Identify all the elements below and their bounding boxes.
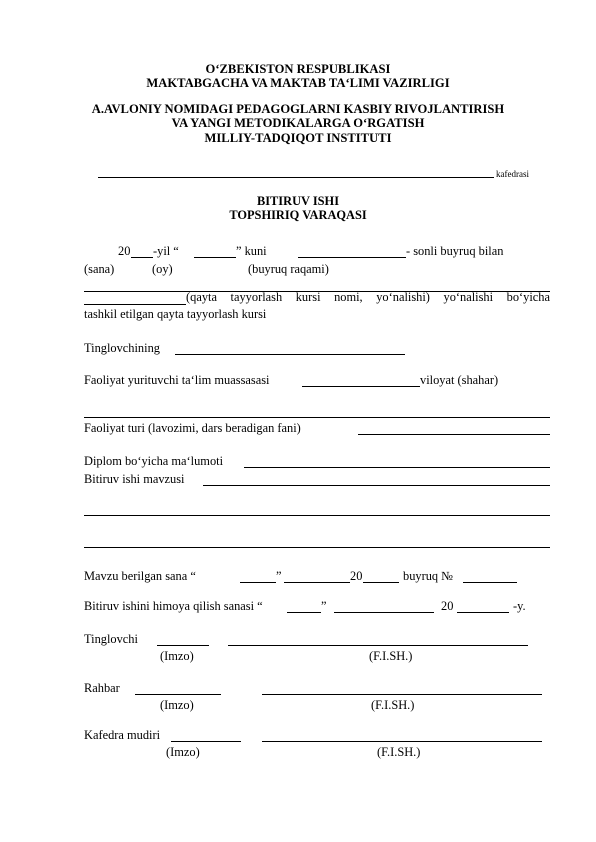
course-description: (qayta tayyorlash kursi nomi, yo‘nalishi) yo‘nalishi bo‘yicha — [186, 290, 550, 304]
sig-supervisor-name-blank[interactable] — [262, 694, 542, 695]
sig-supervisor-fish-caption: (F.I.SH.) — [371, 698, 415, 712]
topic-year-prefix: 20 — [350, 569, 363, 583]
sig-head-name-blank[interactable] — [262, 741, 542, 742]
ministry-country: O‘ZBEKISTON RESPUBLIKASI — [205, 62, 391, 76]
sig-head-imzo-caption: (Imzo) — [166, 745, 200, 759]
institution-label: Faoliyat yurituvchi ta‘lim muassasasi — [84, 373, 270, 387]
topic-date-quote: ” — [276, 569, 282, 583]
kuni-label: ” kuni — [236, 244, 267, 258]
kafedra-blank[interactable] — [98, 177, 494, 178]
topic-year-blank[interactable] — [363, 582, 399, 583]
course-description-end: tashkil etilgan qayta tayyorlash kursi — [84, 307, 267, 321]
defense-date-label: Bitiruv ishini himoya qilish sanasi “ — [84, 599, 263, 613]
defense-date-quote: ” — [321, 599, 327, 613]
topic-order-label: buyruq № — [403, 569, 454, 583]
doc-subtitle: TOPSHIRIQ VARAQASI — [229, 208, 367, 222]
diploma-label: Diplom bo‘yicha ma‘lumoti — [84, 454, 224, 468]
sig-head-fish-caption: (F.I.SH.) — [377, 745, 421, 759]
institute-name-line1: A.AVLONIY NOMIDAGI PEDAGOGLARNI KASBIY RIVOJLANTIRISH — [91, 102, 505, 116]
sig-listener-name-blank[interactable] — [228, 645, 528, 646]
sig-listener-signature-blank[interactable] — [157, 645, 209, 646]
region-label: viloyat (shahar) — [420, 373, 499, 387]
course-blank-2[interactable] — [84, 304, 186, 305]
topic-label: Bitiruv ishi mavzusi — [84, 472, 185, 486]
sig-supervisor-imzo-caption: (Imzo) — [160, 698, 194, 712]
month-blank[interactable] — [194, 257, 236, 258]
sig-supervisor-signature-blank[interactable] — [135, 694, 221, 695]
defense-day-blank[interactable] — [287, 612, 321, 613]
sig-listener-fish-caption: (F.I.SH.) — [369, 649, 413, 663]
defense-month-blank[interactable] — [334, 612, 434, 613]
kafedra-label: kafedrasi — [496, 169, 529, 179]
topic-day-blank[interactable] — [240, 582, 276, 583]
activity-blank[interactable] — [358, 434, 550, 435]
caption-raqam: (buyruq raqami) — [248, 262, 329, 276]
institution-blank-2[interactable] — [84, 417, 550, 418]
topic-blank-3[interactable] — [84, 547, 550, 548]
topic-date-label: Mavzu berilgan sana “ — [84, 569, 196, 583]
sig-listener-imzo-caption: (Imzo) — [160, 649, 194, 663]
caption-oy: (oy) — [152, 262, 173, 276]
defense-year-suffix: -y. — [513, 599, 526, 613]
listener-label: Tinglovchining — [84, 341, 160, 355]
order-number-blank[interactable] — [298, 257, 406, 258]
year-suffix: -yil “ — [153, 244, 179, 258]
sig-listener-label: Tinglovchi — [84, 632, 138, 646]
institute-name-line2: VA YANGI METODIKALARGA O‘RGATISH — [171, 116, 425, 130]
defense-year-prefix: 20 — [441, 599, 454, 613]
topic-month-blank[interactable] — [284, 582, 350, 583]
listener-name-blank[interactable] — [175, 354, 405, 355]
year-prefix: 20 — [118, 244, 131, 258]
topic-blank-2[interactable] — [84, 515, 550, 516]
institute-name-line3: MILLIY-TADQIQOT INSTITUTI — [204, 131, 392, 145]
activity-label: Faoliyat turi (lavozimi, dars beradigan fani) — [84, 421, 301, 435]
sonli-label: - sonli buyruq bilan — [406, 244, 504, 258]
year-blank[interactable] — [131, 257, 153, 258]
defense-year-blank[interactable] — [457, 612, 509, 613]
sig-head-label: Kafedra mudiri — [84, 728, 161, 742]
doc-title: BITIRUV ISHI — [256, 194, 340, 208]
topic-blank-1[interactable] — [203, 485, 550, 486]
topic-order-blank[interactable] — [463, 582, 517, 583]
sig-head-signature-blank[interactable] — [171, 741, 241, 742]
institution-blank[interactable] — [302, 386, 420, 387]
sig-supervisor-label: Rahbar — [84, 681, 120, 695]
ministry-name: MAKTABGACHA VA MAKTAB TA‘LIMI VAZIRLIGI — [146, 76, 450, 90]
diploma-blank[interactable] — [244, 467, 550, 468]
caption-sana: (sana) — [84, 262, 115, 276]
